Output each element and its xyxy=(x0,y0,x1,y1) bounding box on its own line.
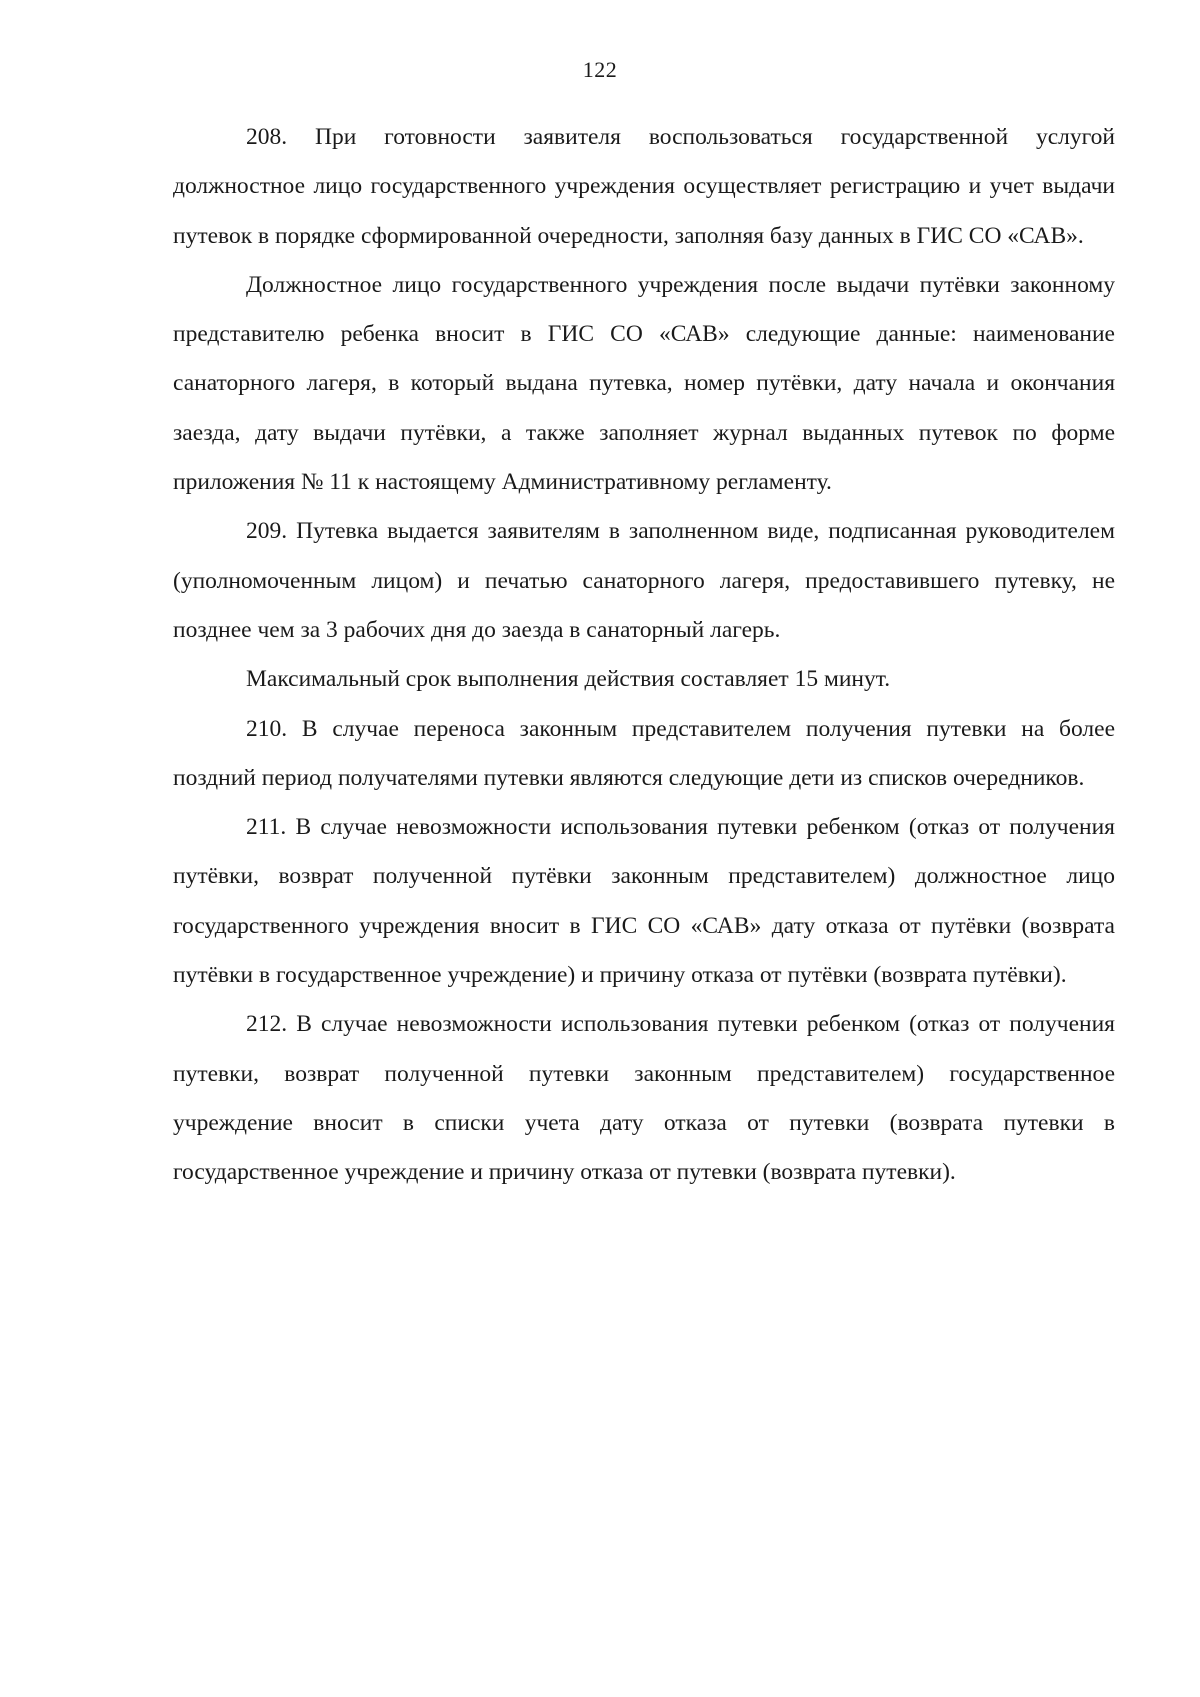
paragraph-209: 209. Путевка выдается заявителям в заполненном виде, подписанная руководителем (уполномоченным лицом) и печатью санаторного лагеря, предоставившего путевку, не позднее чем за 3 рабочих дня до заезда в санаторный лагерь. xyxy=(173,518,1115,643)
paragraph-208: 208. При готовности заявителя воспользоваться государственной услугой должностное лицо государственного учреждения осуществляет регистрацию и учет выдачи путевок в порядке сформированной очередности, заполняя базу данных в ГИС СО «САВ». xyxy=(173,124,1115,249)
paragraph-210: 210. В случае переноса законным представителем получения путевки на более поздний период получателями путевки являются следующие дети из списков очередников. xyxy=(173,715,1115,791)
document-body xyxy=(173,113,1115,1198)
paragraph-max-duration: Максимальный срок выполнения действия составляет 15 минут. xyxy=(246,666,891,693)
paragraph-212: 212. В случае невозможности использования путевки ребенком (отказ от получения путевки, возврат полученной путевки законным представителем) государственное учреждение вносит в списки учета дату отказа от путевки (возврата путевки в государственное учреждение и причину отказа от путевки (возврата путевки). xyxy=(173,1011,1115,1186)
page-number: 122 xyxy=(582,57,618,82)
paragraph-211: 211. В случае невозможности использования путевки ребенком (отказ от получения путёвки, возврат полученной путёвки законным представителем) должностное лицо государственного учреждения вносит в ГИС СО «САВ» дату отказа от путёвки (возврата путёвки в государственное учреждение) и причину отказа от путёвки (возврата путёвки). xyxy=(173,814,1115,989)
paragraph-official-data-entry: Должностное лицо государственного учреждения после выдачи путёвки законному представителю ребенка вносит в ГИС СО «САВ» следующие данные: наименование санаторного лагеря, в который выдана путевка, номер путёвки, дату начала и окончания заезда, дату выдачи путёвки, а также заполняет журнал выданных путевок по форме приложения № 11 к настоящему Административному регламенту. xyxy=(173,271,1115,496)
